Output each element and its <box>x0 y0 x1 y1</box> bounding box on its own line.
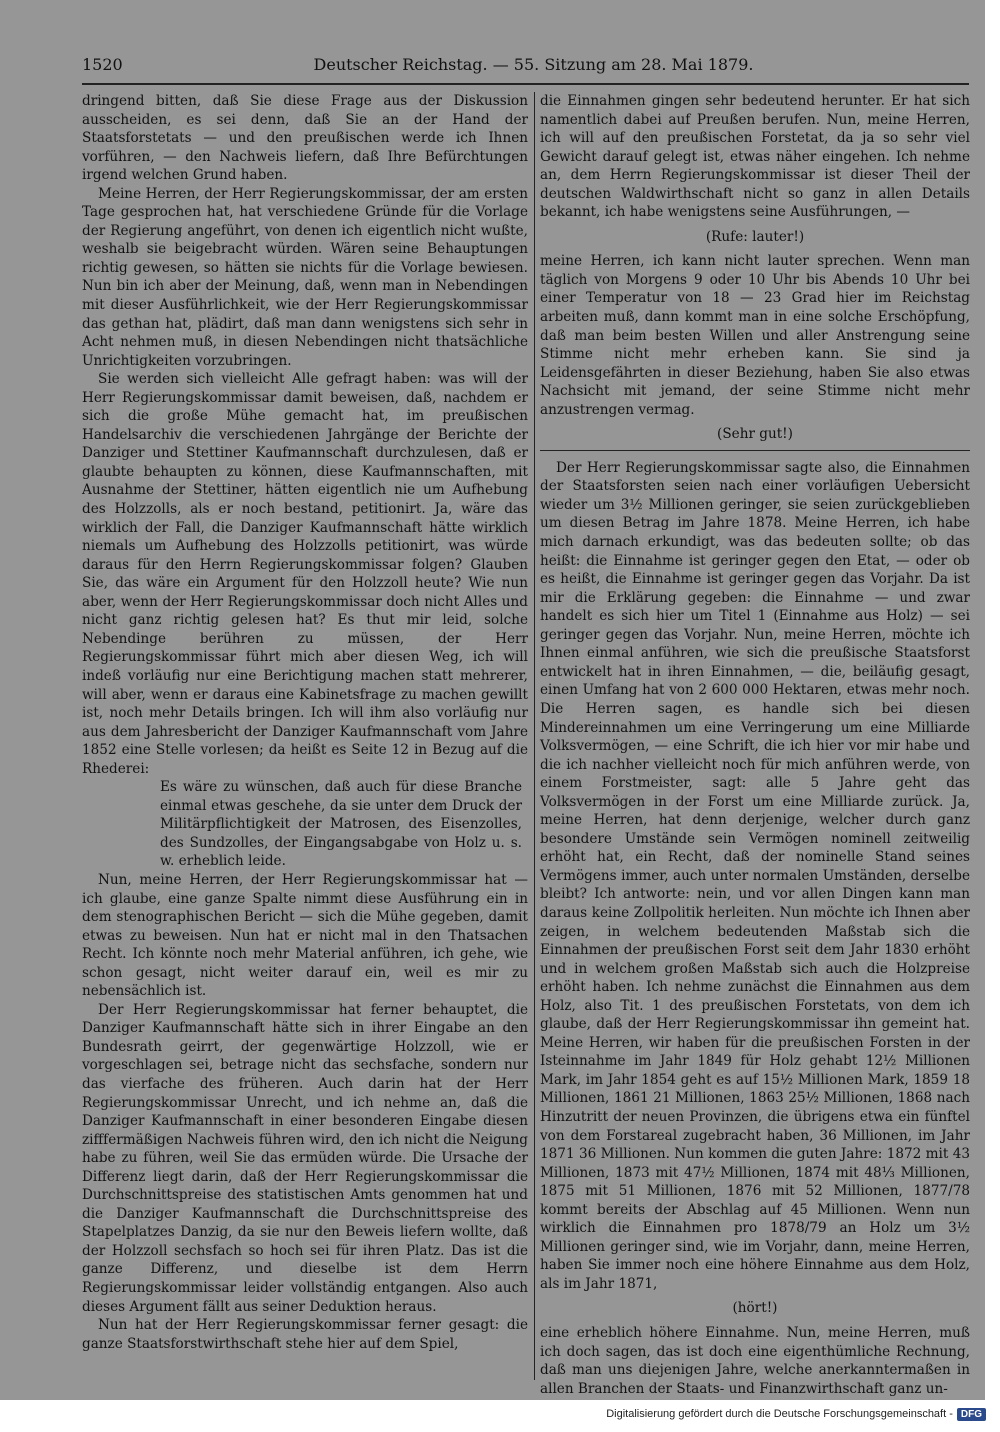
credit-text: Digitalisierung gefördert durch die Deutsche Forschungsgemeinschaft - <box>606 1408 953 1420</box>
paragraph: dringend bitten, daß Sie diese Frage aus der Diskussion ausscheiden, es sei denn, daß Sie an der Hand der Staatsforstetats — und den preußischen werde ich Ihnen vorführen, — den Nachweis liefern, daß Ihre Befürchtungen irgend welchen Grund haben. <box>82 93 528 184</box>
digitization-credit <box>606 1408 986 1421</box>
right-column <box>540 92 970 1398</box>
paragraph: Nun, meine Herren, der Herr Regierungskommissar hat — ich glaube, eine ganze Spalte nimmt diese Ausführung ein in dem stenographischen Bericht — sich die Mühe gegeben, damit etwas zu beweisen. Nun hat er nicht mal in den Thatsachen Recht. Ich könnte noch mehr Material anführen, ich gehe, wie schon gesagt, nicht weiter darauf ein, weil es mir zu nebensächlich ist. <box>82 871 528 1000</box>
paragraph: eine erheblich höhere Einnahme. Nun, meine Herren, muß ich doch sagen, das ist doch eine eigenthümliche Rechnung, daß man uns diejenigen Jahre, welche anerkanntermaßen in allen Branchen der Staats- und Finanzwirthschaft ganz un- <box>540 1325 970 1397</box>
paragraph: Nun hat der Herr Regierungskommissar ferner gesagt: die ganze Staatsforstwirthschaft stehe hier auf dem Spiel, <box>82 1317 528 1352</box>
paragraph: Der Herr Regierungskommissar hat ferner behauptet, die Danziger Kaufmannschaft hätte sich in ihrer Eingabe an den Bundesrath geirrt, der gegenwärtige Holzzoll, wie er vorgeschlagen sei, betrage nicht das sechsfache, sondern nur das vierfache des früheren. Auch darin hat der Herr Regierungskommissar Unrecht, und ich nehme an, daß die Danziger Kaufmannschaft in einer besonderen Eingabe diesen zifffermäßigen Nachweis führen wird, den ich nicht die Neigung habe zu führen, weil Sie das ermüden würde. Die Ursache der Differenz liegt darin, daß der Herr Regierungskommissar die Durchschnittspreise des statistischen Amts genommen hat und die Danziger Kaufmannschaft die Durchschnittspreise des Stapelplatzes Danzig, da sie nur den Beweis liefern wollte, daß der Holzzoll sechsfach so hoch sei für ihren Platz. Das ist die ganze Differenz, und dieselbe ist dem Herrn Regierungskommissar leider vollständig entgangen. Also auch dieses Argument fällt aus seiner Deduktion heraus. <box>82 1001 528 1315</box>
interjection: (hört!) <box>732 1300 778 1317</box>
section-rule <box>540 450 970 451</box>
column-divider <box>534 92 535 1380</box>
header-rule <box>82 83 969 85</box>
paragraph: meine Herren, ich kann nicht lauter sprechen. Wenn man täglich von Morgens 9 oder 10 Uhr bis Abends 10 Uhr bei einer Temperatur von 18 — 23 Grad hier im Reichstag arbeiten muß, dann kommt man in eine solche Erschöpfung, daß man beim besten Willen und aller Anstrengung seine Stimme nicht mehr erheben kann. Sie sind ja Leidensgefährten in dieser Beziehung, haben Sie also etwas Nachsicht mit jemand, der seine Stimme nicht mehr anzustrengen vermag. <box>540 253 970 418</box>
paragraph: Sie werden sich vielleicht Alle gefragt haben: was will der Herr Regierungskommissar damit beweisen, daß, nachdem er sich die große Mühe gemacht hat, im preußischen Handelsarchiv die verschiedenen Jahrgänge der Berichte der Danziger und Stettiner Kaufmannschaft durchzulesen, daß er glaubte behaupten zu können, diese Kaufmannschaften, mit Ausnahme der Stettiner, hätten eigentlich nie um Aufhebung des Holzzolls, als er noch bestand, petitionirt. Ja, wäre das wirklich der Fall, die Danziger Kaufmannschaft hätte wirklich niemals um Aufhebung des Holzzolls petitionirt, was würde daraus für den Herrn Regierungskommissar folgen? Glauben Sie, das wäre ein Argument für den Holzzoll heute? Wie nun aber, wenn der Herr Regierungskommissar doch nicht Alles und nicht ganz richtig gelesen hat? Es thut mir leid, solche Nebendinge berühren zu müssen, der Herr Regierungskommissar führt mich aber diesen Weg, ich will indeß vorläufig nur eine Berichtigung machen statt mehrerer, will aber, wenn er daraus eine Kabinetsfrage zu machen gewillt ist, noch mehr Details bringen. Ich will ihm also vorläufig nur aus dem Jahresbericht der Danziger Kaufmannschaft vom Jahre 1852 eine Stelle vorlesen; da heißt es Seite 12 in Bezug auf die Rhederei: <box>82 371 528 777</box>
page-header <box>82 55 985 77</box>
paragraph: Der Herr Regierungskommissar sagte also, die Einnahmen der Staatsforsten seien nach einer vorläufigen Uebersicht wieder um 3½ Millionen geringer, sie seien zurückgeblieben um diesen Betrag im Jahre 1878. Meine Herren, ich habe mich darnach erkundigt, was das bedeuten sollte; ob das heißt: die Einnahme ist geringer gegen den Etat, — oder ob es heißt, die Einnahme ist geringer gegen das Vorjahr. Da ist mir die Erklärung gegeben: die Einnahme — und zwar handelt es sich hier um Titel 1 (Einnahme aus Holz) — sei geringer gegen das Vorjahr. Nun, meine Herren, möchte ich Ihnen einmal anführen, wie sich die preußische Staatsforst entwickelt hat in ihren Einnahmen, — die, beiläufig gesagt, einen Umfang hat von 2 600 000 Hektaren, etwas mehr noch. Die Herren sagen, es handle sich bei diesen Mindereinnahmen um eine Verringerung um eine Milliarde Volksvermögen, — eine Schrift, die ich hier vor mir habe und die ich nachher vielleicht noch für mich anführen werde, von einem Forstmeister, sagt: alle 5 Jahre geht das Volksvermögen in der Forst um eine Milliarde zurück. Ja, meine Herren, hat denn derjenige, welcher durch ganz besondere Umstände sein Vermögen nominell zeitweilig erhöht hat, ein Recht, daß der nominelle Stand seines Vermögens immer, auch unter normalen Umständen, derselbe bleibt? Ich antworte: nein, und vor allen Dingen kann man daraus keine Zollpolitik herleiten. Nun möchte ich Ihnen aber zeigen, in welchem bedeutenden Maßstab sich die Einnahmen der preußischen Forst seit dem Jahr 1830 erhöht und in welchem großen Maßstab sich auch die Holzpreise erhöht haben. Ich nehme zunächst die Einnahmen aus dem Holz, also Tit. 1 des preußischen Forstetats, von dem ich glaube, daß der Herr Regierungskommissar ihn gemeint hat. Meine Herren, wir haben für die preußischen Forsten in der Isteinnahme im Jahr 1849 für Holz gehabt 12½ Millionen Mark, im Jahr 1854 geht es auf 15½ Millionen Mark, 1859 18 Millionen, 1861 21 Millionen, 1863 25½ Millionen, 1868 nach Hinzutritt der neuen Provinzen, die übrigens etwa ein fünftel von dem Forstareal zugebracht haben, 36 Millionen, im Jahr 1871 36 Millionen. Nun kommen die guten Jahre: 1872 mit 43 Millionen, 1873 mit 47½ Millionen, 1874 mit 48⅓ Millionen, 1875 mit 51 Millionen, 1876 mit 52 Millionen, 1877/78 kommt bereits der Abschlag auf 45 Millionen. Wenn nun wirklich die Einnahmen pro 1878/79 an Holz um 3½ Millionen geringer sind, wie im Vorjahr, dann, meine Herren, haben Sie immer noch eine höhere Einnahme aus dem Holz, als im Jahr 1871, <box>540 459 970 1292</box>
interjection: (Rufe: lauter!) <box>705 228 805 245</box>
page-number: 1520 <box>82 55 123 74</box>
paragraph: Meine Herren, der Herr Regierungskommissar, der am ersten Tage gesprochen hat, hat verschiedene Gründe für die Vorlage der Regierung angeführt, von denen ich eigentlich nicht wußte, weshalb sie beigebracht würden. Wären seine Behauptungen richtig gewesen, so hätten sie nichts für die Vorlage bewiesen. Nun bin ich aber der Meinung, daß, wenn man in Nebendingen mit dieser Ausführlichkeit, wie der Herr Regierungskommissar das gethan hat, plädirt, daß man dann wenigstens sich sehr in Acht nehmen muß, in diesen Nebendingen nicht thatsächliche Unrichtigkeiten vorzubringen. <box>82 185 528 369</box>
interjection: (Sehr gut!) <box>717 426 793 443</box>
paragraph: die Einnahmen gingen sehr bedeutend herunter. Er hat sich namentlich dabei auf Preußen berufen. Nun, meine Herren, ich will auf den preußischen Forstetat, da ja so sehr viel Gewicht darauf gelegt ist, etwas näher eingehen. Ich nehme an, dem Herrn Regierungskommissar ist dieser Theil der deutschen Waldwirthschaft nicht so ganz in allen Details bekannt, ich habe wenigstens seine Ausführungen, — <box>540 93 970 221</box>
running-title: Deutscher Reichstag. — 55. Sitzung am 28. Mai 1879. <box>313 55 754 74</box>
block-quote: Es wäre zu wünschen, daß auch für diese Branche einmal etwas geschehe, da sie unter dem Druck der Militärpflichtigkeit der Matrosen, des Eisenzolles, des Sundzolles, der Eingangsabgabe von Holz u. s. w. erheblich leide. <box>160 779 522 870</box>
left-column <box>82 92 528 1353</box>
dfg-logo: DFG <box>957 1408 986 1421</box>
